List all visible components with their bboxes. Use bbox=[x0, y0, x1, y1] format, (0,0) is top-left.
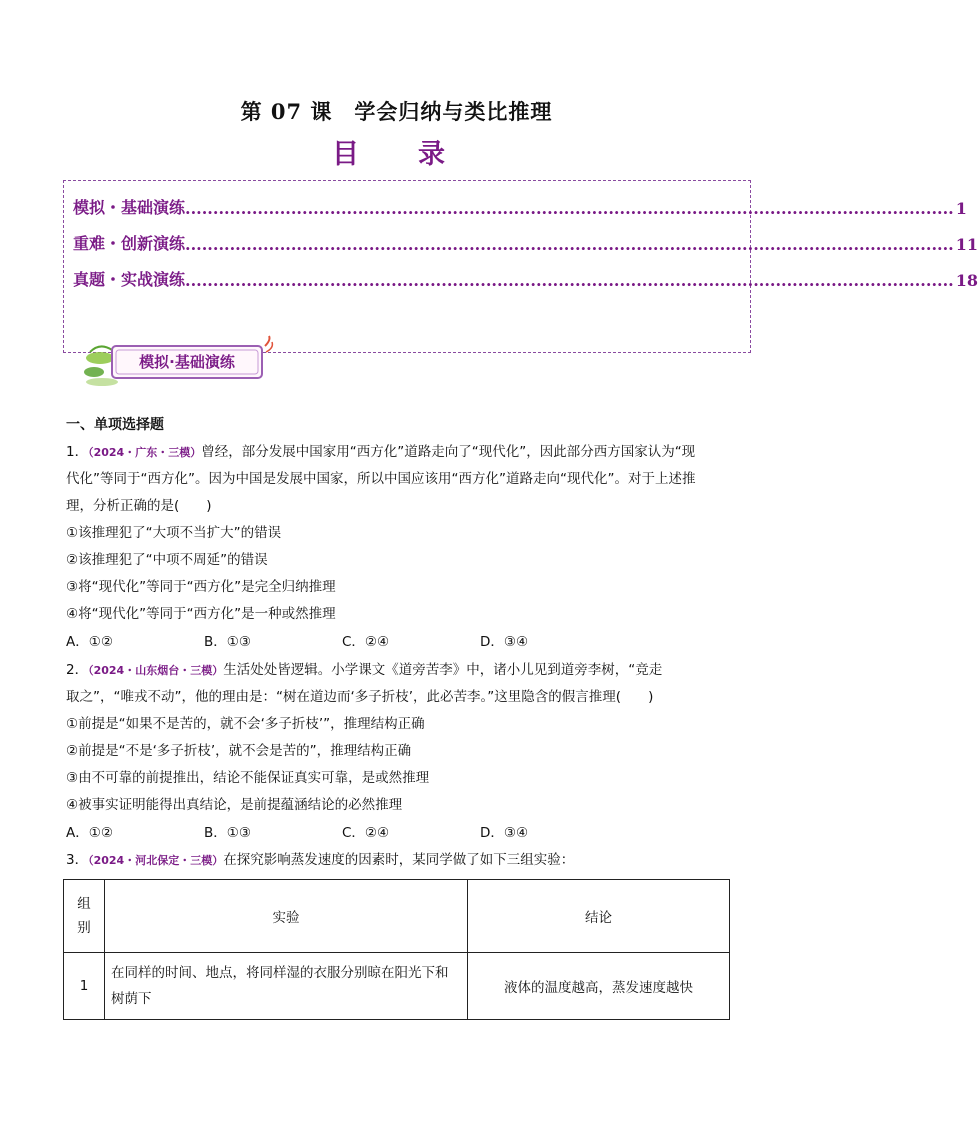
option-b[interactable]: B．①③ bbox=[204, 634, 251, 650]
question-1 bbox=[66, 439, 695, 466]
statement: ②该推理犯了“中项不周延”的错误 bbox=[66, 552, 268, 568]
question-number: 3． bbox=[66, 852, 89, 868]
answer-options bbox=[66, 820, 730, 847]
toc-item[interactable] bbox=[73, 195, 967, 218]
toc-heading: 目 录 bbox=[332, 139, 461, 170]
option-a[interactable]: A．①② bbox=[66, 634, 113, 650]
toc-item[interactable] bbox=[73, 267, 978, 290]
statement: ①前提是“如果不是苦的，就不会‘多子折枝’”，推理结构正确 bbox=[66, 716, 425, 732]
toc-leader-dots: .......................................................................................................................................... bbox=[185, 235, 954, 254]
lesson-title: 第 07 课 学会归纳与类比推理 bbox=[240, 99, 553, 124]
statement: ②前提是“不是‘多子折枝’，就不会是苦的”，推理结构正确 bbox=[66, 743, 412, 759]
cell-experiment: 在同样的时间、地点，将同样湿的衣服分别晾在阳光下和树荫下 bbox=[105, 953, 468, 1020]
statement: ③由不可靠的前提推出，结论不能保证真实可靠，是或然推理 bbox=[66, 770, 430, 786]
banner-label: 模拟·基础演练 bbox=[139, 353, 235, 371]
statement: ④将“现代化”等同于“西方化”是一种或然推理 bbox=[66, 606, 336, 622]
question-text-line: 取之”，“唯戎不动”，他的理由是：“树在道边而‘多子折枝’，此必苦李。”这里隐含的假言推理( ) bbox=[66, 689, 654, 705]
column-header-conclusion: 结论 bbox=[468, 880, 730, 953]
question-number: 1． bbox=[66, 444, 89, 460]
column-header-group: 组 别 bbox=[64, 880, 105, 953]
table-of-contents bbox=[63, 180, 978, 353]
question-2 bbox=[66, 657, 662, 684]
option-c[interactable]: C．②④ bbox=[342, 825, 390, 841]
table-row bbox=[64, 953, 730, 1020]
option-d[interactable]: D．③④ bbox=[480, 825, 529, 841]
question-number: 2． bbox=[66, 662, 89, 678]
toc-item-page: 11 bbox=[955, 235, 978, 254]
cell-conclusion: 液体的温度越高，蒸发速度越快 bbox=[468, 953, 730, 1020]
section-title: 一、单项选择题 bbox=[66, 417, 164, 433]
question-text: 生活处处皆逻辑。小学课文《道旁苦李》中，诸小儿见到道旁李树，“竞走 bbox=[223, 662, 663, 678]
question-source: （2024・河北保定・三模） bbox=[88, 854, 224, 867]
column-header-experiment: 实验 bbox=[105, 880, 468, 953]
question-text-line: 代化”等同于“西方化”。因为中国是发展中国家，所以中国应该用“西方化”道路走向“现代化”。对于上述推 bbox=[66, 471, 696, 487]
section-banner bbox=[82, 338, 272, 388]
question-text: 在探究影响蒸发速度的因素时，某同学做了如下三组实验： bbox=[223, 852, 575, 868]
toc-item[interactable] bbox=[73, 231, 978, 254]
option-b[interactable]: B．①③ bbox=[204, 825, 251, 841]
option-a[interactable]: A．①② bbox=[66, 825, 113, 841]
question-source: （2024・山东烟台・三模） bbox=[88, 664, 224, 677]
question-3 bbox=[66, 847, 574, 874]
answer-options bbox=[66, 629, 730, 656]
toc-leader-dots: .......................................................................................................................................... bbox=[185, 271, 954, 290]
statement: ①该推理犯了“大项不当扩大”的错误 bbox=[66, 525, 282, 541]
statement: ④被事实证明能得出真结论，是前提蕴涵结论的必然推理 bbox=[66, 797, 403, 813]
option-d[interactable]: D．③④ bbox=[480, 634, 529, 650]
table-header-row bbox=[64, 880, 730, 953]
question-text-line: 理，分析正确的是( ) bbox=[66, 498, 212, 514]
toc-item-label: 真题・实战演练 bbox=[73, 270, 186, 289]
toc-item-page: 1 bbox=[955, 199, 967, 218]
question-text: 曾经，部分发展中国家用“西方化”道路走向了“现代化”，因此部分西方国家认为“现 bbox=[201, 444, 696, 460]
experiment-table bbox=[63, 879, 730, 1020]
toc-item-label: 模拟・基础演练 bbox=[73, 198, 186, 217]
toc-leader-dots: .......................................................................................................................................... bbox=[185, 199, 954, 218]
cell-group: 1 bbox=[64, 953, 105, 1020]
question-source: （2024・广东・三模） bbox=[88, 446, 202, 459]
toc-item-page: 18 bbox=[955, 271, 978, 290]
option-c[interactable]: C．②④ bbox=[342, 634, 390, 650]
statement: ③将“现代化”等同于“西方化”是完全归纳推理 bbox=[66, 579, 336, 595]
toc-item-label: 重难・创新演练 bbox=[73, 234, 186, 253]
